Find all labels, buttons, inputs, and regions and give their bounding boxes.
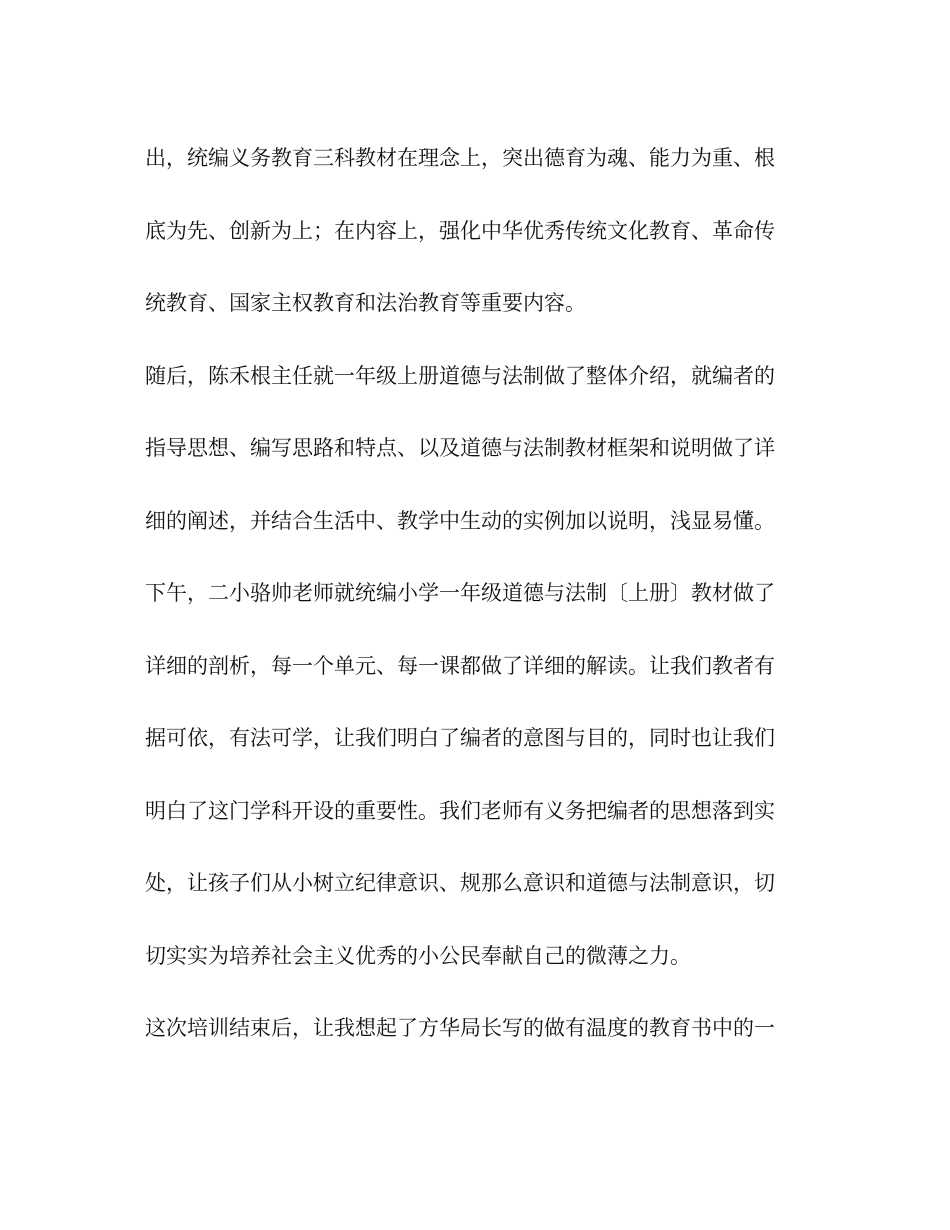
text-line-4: 随后，陈禾根主任就一年级上册道德与法制做了整体介绍，就编者的 xyxy=(145,363,775,388)
text-line-12: 切实实为培养社会主义优秀的小公民奉献自己的微薄之力。 xyxy=(145,943,691,968)
text-line-9: 据可依，有法可学，让我们明白了编者的意图与目的，同时也让我们 xyxy=(145,726,775,750)
text-line-3: 统教育、国家主权教育和法治教育等重要内容。 xyxy=(145,291,586,315)
text-line-2: 底为先、创新为上；在内容上，强化中华优秀传统文化教育、革命传 xyxy=(145,218,775,243)
text-line-10: 明白了这门学科开设的重要性。我们老师有义务把编者的思想落到实 xyxy=(145,798,775,823)
body-text xyxy=(145,136,805,1079)
text-line-11: 处，让孩子们从小树立纪律意识、规那么意识和道德与法制意识，切 xyxy=(145,871,775,895)
text-line-8: 详细的剖析，每一个单元、每一课都做了详细的解读。让我们教者有 xyxy=(145,653,775,678)
text-line-5: 指导思想、编写思路和特点、以及道德与法制教材框架和说明做了详 xyxy=(145,436,775,460)
text-line-13: 这次培训结束后，让我想起了方华局长写的做有温度的教育书中的一 xyxy=(145,1016,775,1040)
text-line-7: 下午，二小骆帅老师就统编小学一年级道德与法制〔上册〕教材做了 xyxy=(145,581,775,605)
text-line-6: 细的阐述，并结合生活中、教学中生动的实例加以说明，浅显易懂。 xyxy=(145,508,775,533)
text-line-1: 出，统编义务教育三科教材在理念上，突出德育为魂、能力为重、根 xyxy=(145,146,775,170)
